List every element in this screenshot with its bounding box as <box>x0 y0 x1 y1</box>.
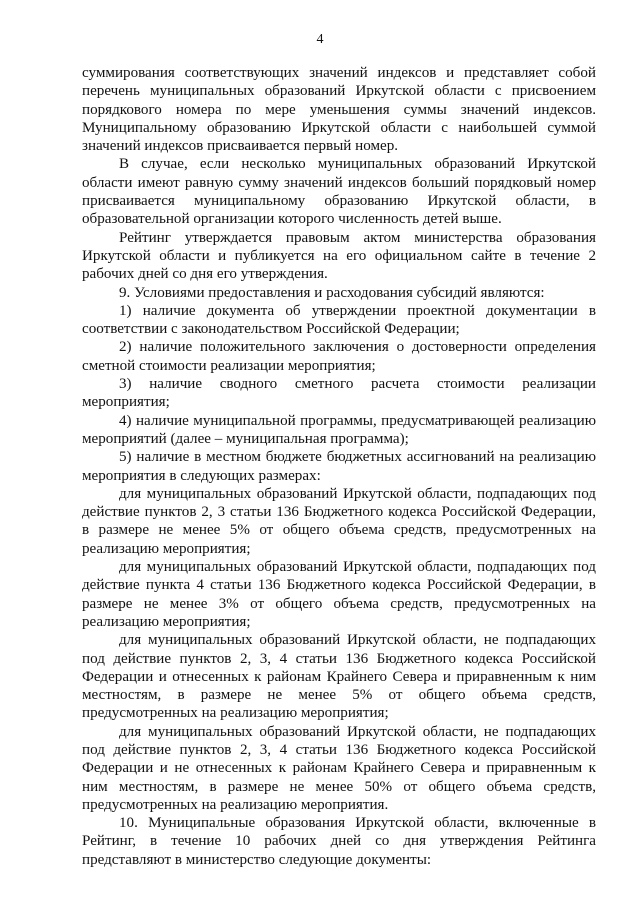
paragraph-continuation: суммирования соответствующих значений индексов и представляет собой перечень муниципальных образований Иркутской области с присвоением порядкового номера по мере уменьшения суммы значений индексов. Муниципальному образованию Иркутской области с наибольшей суммой значений индексов присваивается первый номер. <box>82 65 596 155</box>
paragraph-equal-sum-rule: В случае, если несколько муниципальных образований Иркутской области имеют равную сумму значений индексов больший порядковый номер присваивается муниципальному образованию Иркутской области, в образовательной организации которого численность детей выше. <box>82 156 596 228</box>
paragraph-cofinancing-5pct-art136-2-3: для муниципальных образований Иркутской области, подпадающих под действие пунктов 2, 3 статьи 136 Бюджетного кодекса Российской Федерации, в размере не менее 5% от общего объема средств, предусмотренных на реализацию мероприятия; <box>82 485 596 557</box>
page-number: 4 <box>316 32 324 47</box>
paragraph-condition-3: 3) наличие сводного сметного расчета стоимости реализации мероприятия; <box>82 376 596 411</box>
paragraph-cofinancing-50pct-other: для муниципальных образований Иркутской области, не подпадающих под действие пунктов 2, 3, 4 статьи 136 Бюджетного кодекса Российской Федерации и не отнесенных к районам Крайнего Севера и приравненным к ним местностям, в размере не менее 50% от общего объема средств, предусмотренных на реализацию мероприятия. <box>82 723 596 813</box>
paragraph-condition-5: 5) наличие в местном бюджете бюджетных ассигнований на реализацию мероприятия в следующих размерах: <box>82 449 596 484</box>
paragraph-condition-1: 1) наличие документа об утверждении проектной документации в соответствии с законодательством Российской Федерации; <box>82 302 596 338</box>
document-body <box>82 64 596 869</box>
paragraph-rating-approval: Рейтинг утверждается правовым актом министерства образования Иркутской области и публикуется на его официальном сайте в течение 2 рабочих дней со дня его утверждения. <box>82 229 596 283</box>
paragraph-condition-2: 2) наличие положительного заключения о достоверности определения сметной стоимости реализации мероприятия; <box>82 339 596 374</box>
paragraph-item-10: 10. Муниципальные образования Иркутской области, включенные в Рейтинг, в течение 10 рабочих дней со дня утверждения Рейтинга представляют в министерство следующие документы: <box>82 815 596 868</box>
paragraph-item-9-heading: 9. Условиями предоставления и расходования субсидий являются: <box>119 284 545 301</box>
paragraph-cofinancing-3pct-art136-4: для муниципальных образований Иркутской области, подпадающих под действие пункта 4 статьи 136 Бюджетного кодекса Российской Федерации, в размере не менее 3% от общего объема средств, предусмотренных на реализацию мероприятия; <box>82 559 596 630</box>
paragraph-condition-4: 4) наличие муниципальной программы, предусматривающей реализацию мероприятий (далее – муниципальная программа); <box>82 412 596 447</box>
paragraph-cofinancing-5pct-far-north: для муниципальных образований Иркутской области, не подпадающих под действие пунктов 2, 3, 4 статьи 136 Бюджетного кодекса Российской Федерации и отнесенных к районам Крайнего Севера и приравненным к ним местностям, в размере не менее 5% от общего объема средств, предусмотренных на реализацию мероприятия; <box>82 632 596 722</box>
